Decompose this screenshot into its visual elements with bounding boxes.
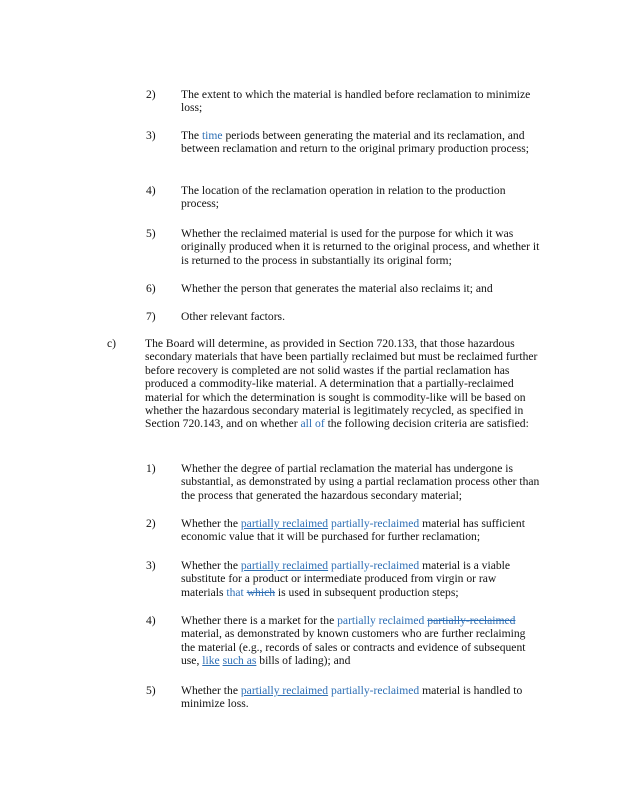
text-run: material is handled to minimize loss. — [181, 684, 523, 711]
text-run: material, as demonstrated by known customers who are further reclaiming the material (e.g., records of sales or contracts and evidence of subsequent use, — [181, 627, 526, 668]
item-number: 7) — [146, 310, 156, 323]
item-text: Whether the degree of partial reclamation the material has undergone is substantial, as demonstrated by using a partial reclamation process other than the process that generated the hazardous secondary material; — [181, 462, 540, 502]
item-number: 6) — [146, 282, 156, 295]
text-run: is used in subsequent production steps; — [275, 585, 459, 599]
item-number: 5) — [146, 227, 156, 240]
item-text — [181, 559, 541, 599]
text-run: Whether the — [181, 559, 241, 572]
deleted-text: which — [246, 585, 276, 599]
text-run: Whether there is a market for the — [181, 614, 338, 627]
item-number: 5) — [146, 684, 156, 697]
inserted-text: partially reclaimed — [240, 684, 329, 697]
text-run: Whether the — [181, 684, 241, 697]
text-run: bills of lading); and — [256, 654, 351, 668]
item-text: The location of the reclamation operation in relation to the production process; — [181, 184, 506, 211]
section-number: c) — [107, 337, 117, 350]
text-run: material has sufficient economic value that it will be purchased for further reclamation; — [181, 517, 525, 544]
item-number: 4) — [146, 614, 156, 627]
item-text — [181, 129, 541, 156]
text-run: Whether the — [181, 517, 241, 530]
replaced-text: partially-reclaimed — [331, 684, 420, 697]
text-run: material is a viable substitute for a product or intermediate produced from virgin or raw materials — [181, 559, 510, 599]
deleted-text: partially-reclaimed — [427, 614, 516, 627]
item-number: 3) — [146, 129, 156, 142]
item-number: 3) — [146, 559, 156, 572]
inserted-text: partially reclaimed — [240, 517, 329, 530]
item-text: Other relevant factors. — [181, 310, 285, 323]
inserted-text: time — [201, 129, 223, 142]
item-number: 4) — [146, 184, 156, 197]
text-run: periods between generating the material and its reclamation, and between reclamation and return to the original primary production process; — [181, 129, 530, 156]
inserted-text: partially reclaimed — [240, 559, 329, 572]
inserted-text: like — [202, 654, 220, 668]
item-text — [181, 684, 541, 711]
item-text — [181, 614, 541, 668]
text-run: The Board will determine, as provided in Section 720.133, that those hazardous secondary materials that have been partially reclaimed but must be reclaimed further before recovery is completed are not solid wastes if the partial reclamation has produced a commodity-like material. A determination that a partially-reclaimed material for which the determination is sought is commodity-like will be based on whether the hazardous secondary material is legitimately recycled, as specified in Section 720.143, and on whether — [145, 337, 538, 431]
item-text — [181, 517, 541, 544]
item-number: 2) — [146, 88, 156, 101]
item-text: Whether the reclaimed material is used for the purpose for which it was originally produced when it is returned to the original process, and whether it is returned to the process in substantially its original form; — [181, 227, 540, 267]
item-number: 2) — [146, 517, 156, 530]
inserted-text: partially reclaimed — [337, 614, 425, 627]
replaced-text: partially-reclaimed — [331, 559, 420, 572]
item-text: The extent to which the material is handled before reclamation to minimize loss; — [181, 88, 531, 115]
item-text: Whether the person that generates the material also reclaims it; and — [181, 282, 493, 295]
inserted-text: all of — [300, 417, 325, 431]
replaced-text: partially-reclaimed — [331, 517, 420, 530]
item-number: 1) — [146, 462, 156, 475]
text-run: the following decision criteria are satisfied: — [324, 417, 529, 431]
text-run: The — [181, 129, 202, 142]
section-text — [145, 337, 545, 431]
replaced-text: such as — [222, 654, 257, 668]
inserted-text: that — [226, 585, 244, 599]
